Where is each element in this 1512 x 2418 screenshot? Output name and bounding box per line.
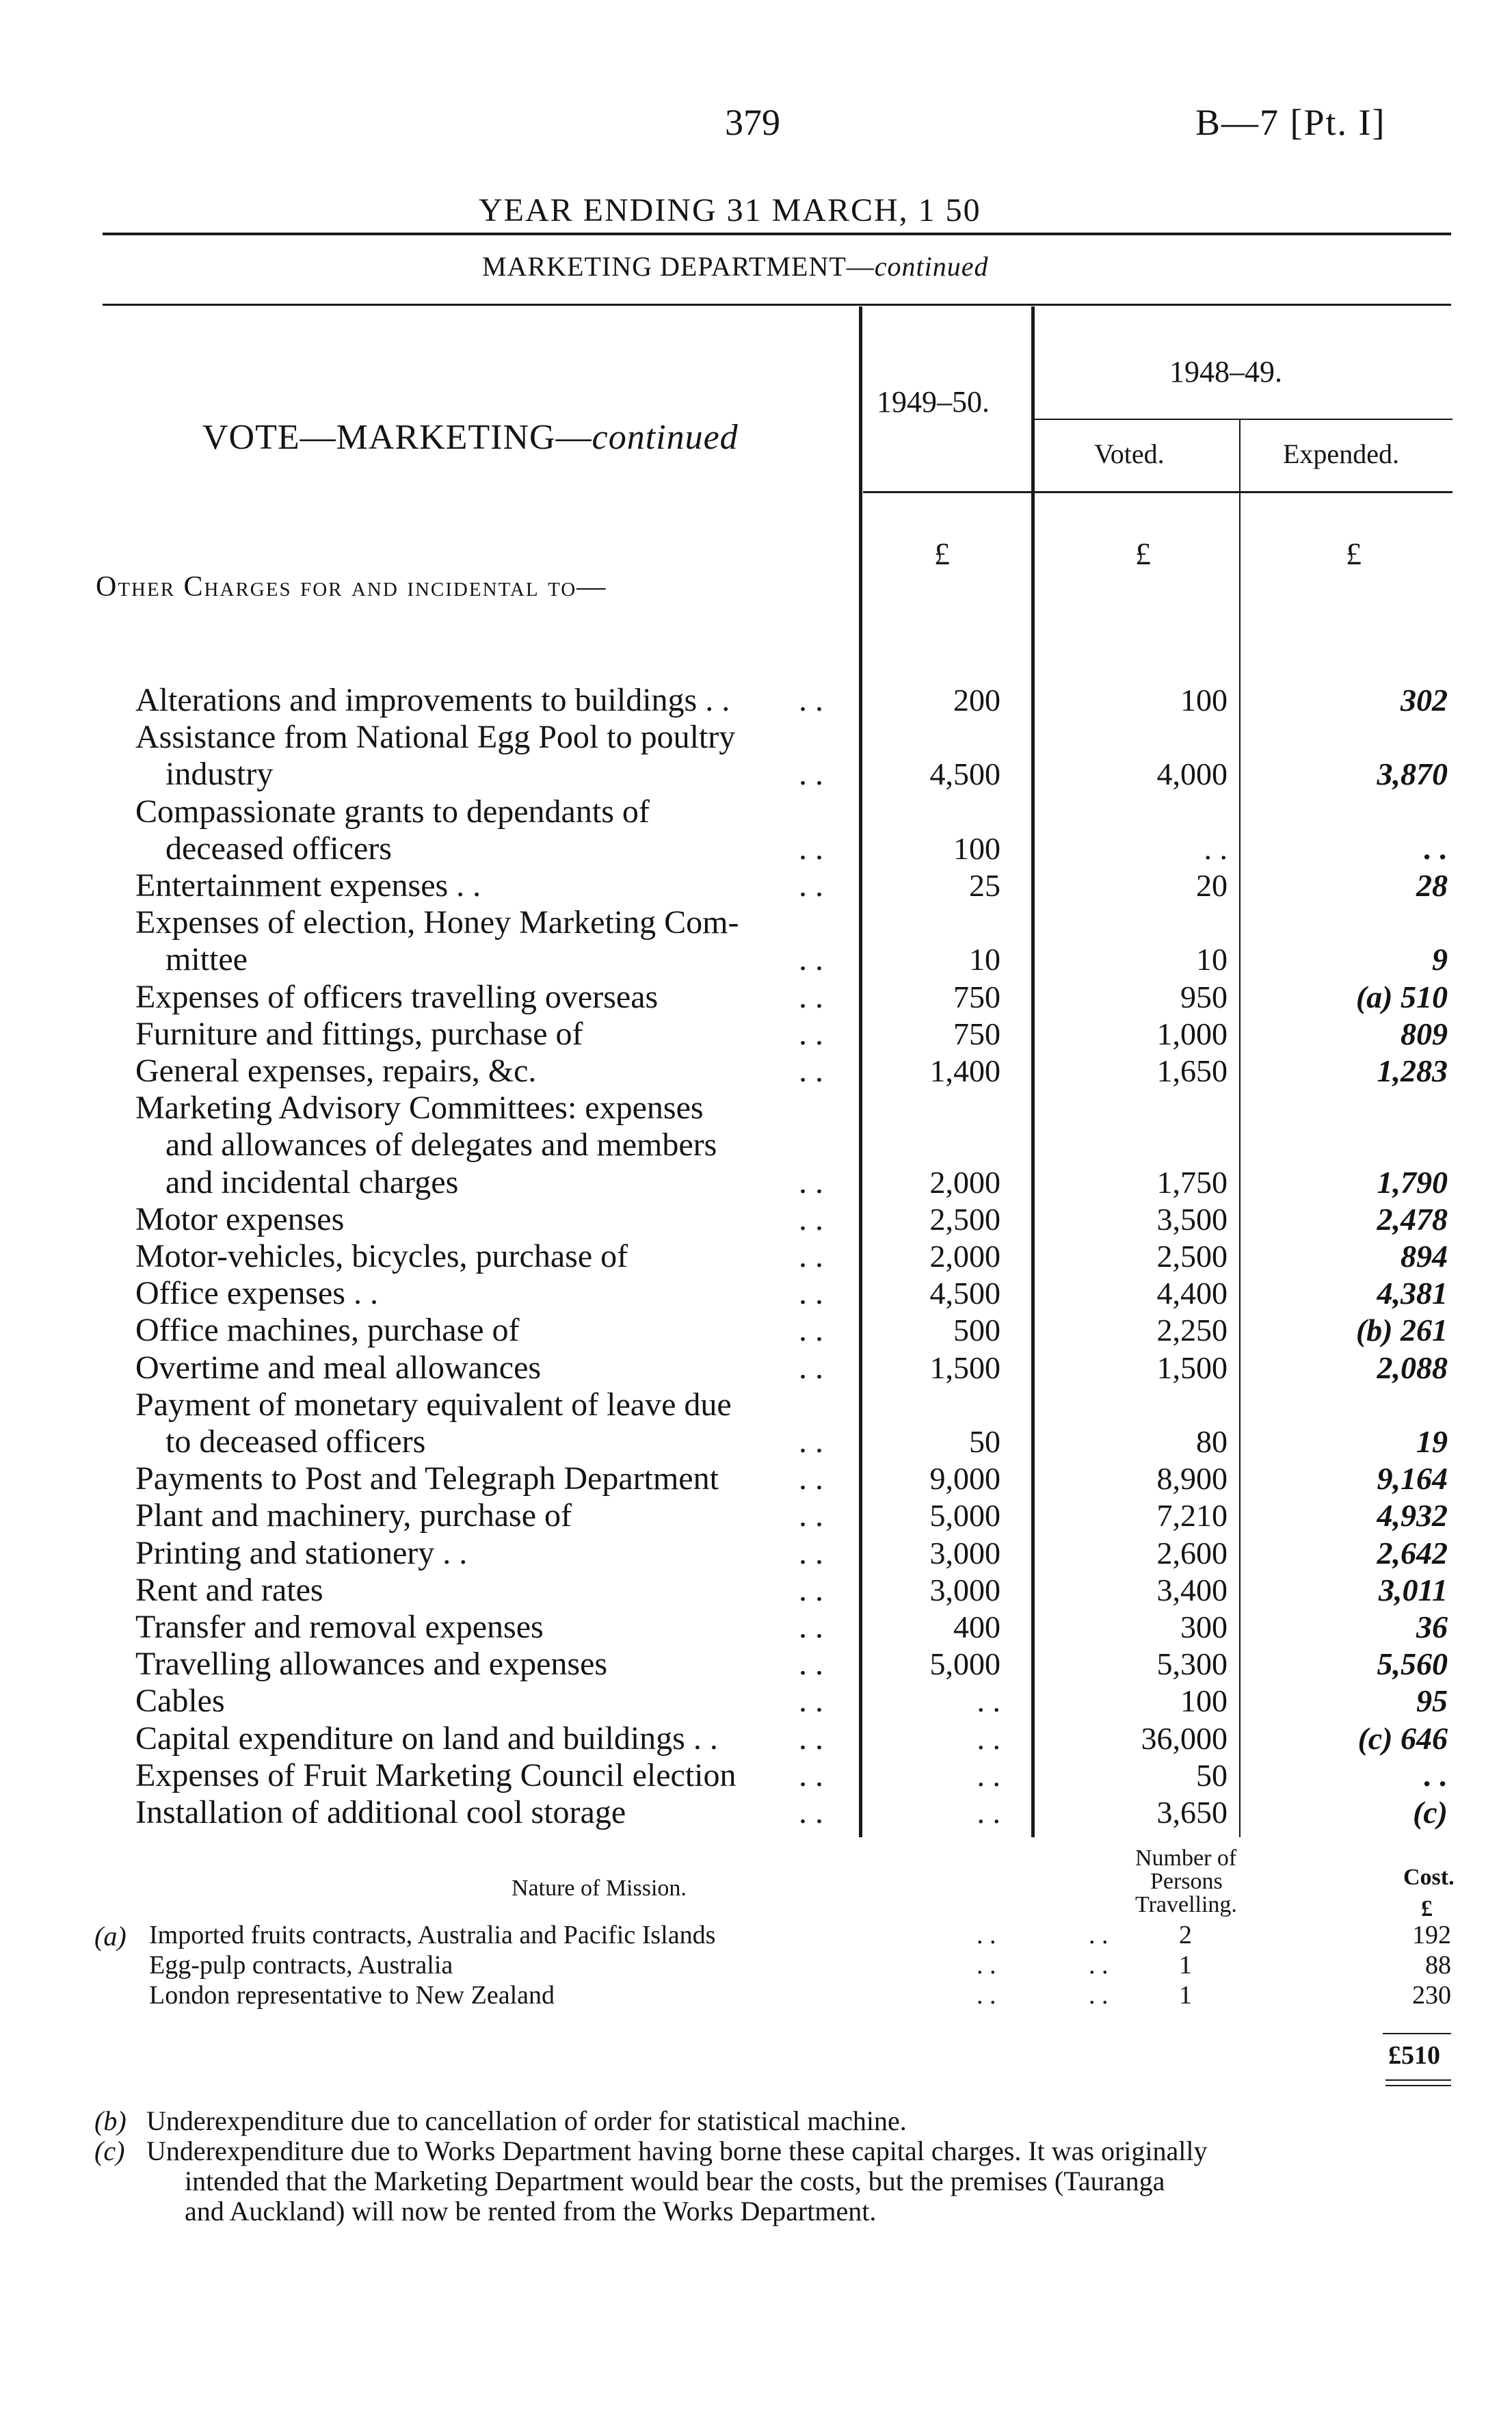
leader-dots: . .: [799, 682, 823, 718]
row-label-line: Expenses of officers travelling overseas: [135, 978, 659, 1015]
row-label-line: and allowances of delegates and members: [165, 1127, 717, 1164]
section-heading: Other Charges for and incidental to—: [96, 571, 607, 603]
value-1948-49-expended: 4,932: [1377, 1498, 1448, 1534]
header-rule-top: [103, 233, 1451, 235]
footnote-line: intended that the Marketing Department would bear the costs, but the premises (Tauranga: [185, 2166, 1165, 2196]
value-1948-49-expended: (c) 646: [1357, 1720, 1448, 1756]
column-header-expended: Expended.: [1283, 438, 1399, 469]
leader-dots: . .: [799, 1015, 823, 1052]
vote-title: [202, 417, 739, 458]
missions-currency: £: [1421, 1896, 1433, 1921]
leader-dots: . .: [799, 1757, 823, 1793]
value-1949-50: 4,500: [929, 1276, 1000, 1311]
value-1949-50: 3,000: [929, 1572, 1000, 1607]
currency-col-2: £: [1135, 536, 1151, 571]
missions-marker: (a): [94, 1921, 127, 1952]
mission-leader-dots: . .: [1089, 1951, 1109, 1980]
row-label-line: Payment of monetary equivalent of leave due: [135, 1386, 732, 1423]
value-1949-50: 400: [953, 1609, 1000, 1644]
value-1948-49-voted: 5,300: [1156, 1646, 1228, 1682]
value-1948-49-expended: 4,381: [1377, 1276, 1448, 1311]
mission-leader-dots: . .: [977, 1951, 996, 1980]
column-header-voted: Voted.: [1094, 438, 1165, 469]
missions-total: £510: [1388, 2041, 1440, 2070]
mission-persons: 2: [1179, 1921, 1192, 1949]
value-1948-49-voted: 1,750: [1156, 1164, 1228, 1200]
value-1948-49-expended: (c): [1412, 1795, 1448, 1830]
value-1949-50: 1,500: [929, 1350, 1000, 1385]
mission-persons: 1: [1179, 1981, 1192, 2010]
value-1949-50: 100: [953, 830, 1000, 866]
row-label-line: Cables: [135, 1683, 225, 1720]
value-1948-49-expended: 19: [1416, 1424, 1448, 1459]
prev-year-group-rule: [1034, 419, 1453, 420]
mission-nature: London representative to New Zealand: [149, 1981, 555, 2010]
leader-dots: . .: [799, 867, 823, 904]
mission-leader-dots: . .: [1089, 1921, 1109, 1949]
row-label-line: Assistance from National Egg Pool to poultry: [135, 719, 736, 756]
missions-total-double-rule-2: [1385, 2085, 1451, 2086]
row-label-line: Expenses of Fruit Marketing Council election: [135, 1757, 737, 1793]
year-heading: YEAR ENDING 31 MARCH, 1 50: [479, 192, 981, 228]
mission-leader-dots: . .: [1089, 1981, 1109, 2010]
value-1949-50: 5,000: [929, 1646, 1000, 1682]
leader-dots: . .: [799, 1720, 823, 1757]
row-label-line: Office expenses . .: [135, 1275, 378, 1312]
row-label-line: Transfer and removal expenses: [135, 1609, 544, 1645]
value-1948-49-expended: 5,560: [1377, 1646, 1448, 1682]
page-reference-text: B—7 [Pt. I]: [1195, 102, 1386, 143]
leader-dots: . .: [799, 978, 823, 1015]
column-separator-1: [859, 306, 862, 1837]
value-1949-50: 1,400: [929, 1053, 1000, 1088]
leader-dots: . .: [799, 1497, 823, 1534]
vote-title-suffix: continued: [592, 418, 739, 457]
value-1948-49-expended: 28: [1416, 868, 1448, 903]
value-1948-49-expended: 2,642: [1377, 1535, 1448, 1571]
mission-cost: 230: [1412, 1981, 1451, 2010]
value-1948-49-voted: . .: [1204, 830, 1228, 866]
footnote-marker: (b): [94, 2105, 127, 2136]
missions-heading-nature: Nature of Mission.: [512, 1876, 687, 1901]
row-label-line: deceased officers: [165, 830, 392, 867]
leader-dots: . .: [799, 1349, 823, 1386]
leader-dots: . .: [799, 1238, 823, 1274]
leader-dots: . .: [799, 1609, 823, 1645]
value-1949-50: 9,000: [929, 1461, 1000, 1497]
header-rule-mid: [103, 304, 1451, 306]
value-1948-49-expended: . .: [1424, 830, 1448, 866]
mission-persons: 1: [1179, 1951, 1192, 1980]
footnote-line: Underexpenditure due to Works Department having borne these capital charges. It was originally: [146, 2136, 1208, 2166]
leader-dots: . .: [799, 1200, 823, 1237]
value-1949-50: 2,000: [929, 1239, 1000, 1274]
leader-dots: . .: [799, 1534, 823, 1571]
department-suffix: continued: [874, 251, 989, 282]
department-heading: [482, 250, 989, 282]
value-1948-49-voted: 1,650: [1156, 1053, 1228, 1088]
mission-leader-dots: . .: [977, 1981, 996, 2010]
value-1949-50: . .: [977, 1795, 1000, 1830]
row-label-line: Plant and machinery, purchase of: [135, 1497, 572, 1534]
value-1949-50: 3,000: [929, 1535, 1000, 1571]
value-1948-49-voted: 100: [1180, 683, 1228, 718]
value-1948-49-expended: . .: [1424, 1757, 1448, 1793]
mission-cost: 88: [1425, 1951, 1451, 1980]
value-1949-50: 2,000: [929, 1164, 1000, 1200]
leader-dots: . .: [799, 1053, 823, 1089]
value-1948-49-expended: 1,790: [1377, 1164, 1448, 1200]
footnote-marker: (c): [94, 2136, 125, 2166]
value-1948-49-voted: 20: [1196, 868, 1228, 903]
value-1948-49-voted: 36,000: [1141, 1720, 1228, 1756]
column-header-1948-49: 1948–49.: [1169, 355, 1282, 389]
row-label-line: Furniture and fittings, purchase of: [135, 1015, 583, 1052]
row-label-line: Entertainment expenses . .: [135, 867, 481, 904]
missions-heading-persons-2: Persons: [1150, 1869, 1223, 1894]
value-1948-49-expended: 894: [1401, 1239, 1448, 1274]
value-1948-49-voted: 50: [1196, 1757, 1228, 1793]
value-1948-49-voted: 10: [1196, 942, 1228, 977]
leader-dots: . .: [799, 1164, 823, 1200]
row-label-line: Installation of additional cool storage: [135, 1794, 626, 1830]
row-label-line: Expenses of election, Honey Marketing Com-: [135, 904, 739, 941]
value-1949-50: 4,500: [929, 757, 1000, 792]
value-1949-50: . .: [977, 1683, 1000, 1719]
value-1948-49-expended: (b) 261: [1355, 1313, 1448, 1348]
value-1948-49-voted: 300: [1180, 1609, 1228, 1644]
row-label-line: Office machines, purchase of: [135, 1312, 520, 1349]
vote-title-text: VOTE—MARKETING—: [202, 418, 592, 457]
value-1949-50: 5,000: [929, 1498, 1000, 1534]
leader-dots: . .: [799, 830, 823, 867]
row-label-line: industry: [165, 756, 274, 793]
value-1948-49-voted: 100: [1180, 1683, 1228, 1719]
leader-dots: . .: [799, 1312, 823, 1349]
value-1949-50: 50: [969, 1424, 1000, 1459]
value-1948-49-expended: 3,011: [1379, 1572, 1448, 1607]
value-1948-49-voted: 2,500: [1156, 1239, 1228, 1274]
value-1949-50: 10: [969, 942, 1000, 977]
mission-leader-dots: . .: [977, 1921, 996, 1949]
footnote-line: Underexpenditure due to cancellation of order for statistical machine.: [146, 2105, 907, 2136]
value-1948-49-expended: 302: [1401, 683, 1448, 718]
page-reference: [1195, 101, 1386, 144]
value-1948-49-voted: 2,250: [1156, 1313, 1228, 1348]
value-1949-50: 750: [953, 1016, 1000, 1051]
row-label-line: and incidental charges: [165, 1164, 459, 1200]
value-1948-49-expended: 2,088: [1377, 1350, 1448, 1385]
value-1949-50: . .: [977, 1757, 1000, 1793]
header-rule-bottom: [863, 491, 1453, 493]
row-label-line: mittee: [165, 941, 248, 978]
row-label-line: Rent and rates: [135, 1571, 323, 1608]
leader-dots: . .: [799, 1646, 823, 1683]
value-1948-49-voted: 3,400: [1156, 1572, 1228, 1607]
footnote-line: and Auckland) will now be rented from the Works Department.: [185, 2196, 877, 2226]
value-1949-50: 25: [969, 868, 1000, 903]
value-1948-49-voted: 4,400: [1156, 1276, 1228, 1311]
value-1948-49-voted: 3,650: [1156, 1795, 1228, 1830]
value-1948-49-expended: 95: [1416, 1683, 1448, 1719]
value-1948-49-expended: 9,164: [1377, 1461, 1448, 1497]
value-1949-50: 500: [953, 1313, 1000, 1348]
department-name: MARKETING DEPARTMENT—: [482, 251, 875, 282]
missions-total-rule: [1383, 2033, 1451, 2034]
row-label-line: Motor-vehicles, bicycles, purchase of: [135, 1238, 628, 1274]
leader-dots: . .: [799, 756, 823, 793]
row-label-line: Overtime and meal allowances: [135, 1349, 542, 1386]
value-1948-49-voted: 80: [1196, 1424, 1228, 1459]
leader-dots: . .: [799, 1683, 823, 1720]
mission-cost: 192: [1412, 1921, 1451, 1949]
row-label-line: Compassionate grants to dependants of: [135, 793, 650, 830]
row-label-line: Alterations and improvements to buildings . .: [135, 682, 730, 718]
value-1948-49-voted: 3,500: [1156, 1201, 1228, 1237]
value-1949-50: 750: [953, 979, 1000, 1014]
row-label-line: Payments to Post and Telegraph Department: [135, 1460, 719, 1497]
value-1948-49-expended: 3,870: [1377, 757, 1448, 792]
leader-dots: . .: [799, 1275, 823, 1312]
row-label-line: Printing and stationery . .: [135, 1534, 468, 1571]
row-label-line: General expenses, repairs, &c.: [135, 1053, 537, 1089]
leader-dots: . .: [799, 1571, 823, 1608]
value-1948-49-expended: 809: [1401, 1016, 1448, 1051]
leader-dots: . .: [799, 1794, 823, 1830]
row-label-line: Capital expenditure on land and buildings . .: [135, 1720, 718, 1757]
currency-col-1: £: [934, 536, 950, 571]
currency-col-3: £: [1346, 536, 1362, 571]
mission-nature: Imported fruits contracts, Australia and Pacific Islands: [149, 1921, 716, 1949]
leader-dots: . .: [799, 1423, 823, 1460]
value-1948-49-voted: 8,900: [1156, 1461, 1228, 1497]
leader-dots: . .: [799, 941, 823, 978]
value-1948-49-voted: 1,500: [1156, 1350, 1228, 1385]
row-label-line: Travelling allowances and expenses: [135, 1646, 608, 1683]
value-1948-49-expended: 9: [1432, 942, 1448, 977]
value-1949-50: . .: [977, 1720, 1000, 1756]
row-label-line: Marketing Advisory Committees: expenses: [135, 1090, 704, 1127]
value-1948-49-voted: 2,600: [1156, 1535, 1228, 1571]
value-1948-49-voted: 950: [1180, 979, 1228, 1014]
value-1948-49-expended: 36: [1416, 1609, 1448, 1644]
missions-heading-persons-3: Travelling.: [1135, 1892, 1237, 1917]
missions-heading-persons-1: Number of: [1135, 1845, 1237, 1871]
value-1948-49-voted: 1,000: [1156, 1016, 1228, 1051]
value-1948-49-expended: 1,283: [1377, 1053, 1448, 1088]
value-1949-50: 200: [953, 683, 1000, 718]
value-1948-49-voted: 4,000: [1156, 757, 1228, 792]
page-number: 379: [725, 102, 780, 143]
column-header-current: 1949–50.: [877, 385, 990, 419]
column-separator-2: [1031, 306, 1035, 1837]
mission-nature: Egg-pulp contracts, Australia: [149, 1951, 453, 1980]
missions-total-double-rule-1: [1385, 2079, 1451, 2081]
row-label-line: to deceased officers: [165, 1423, 426, 1460]
missions-heading-cost: Cost.: [1403, 1865, 1455, 1890]
value-1948-49-expended: (a) 510: [1355, 979, 1448, 1014]
leader-dots: . .: [799, 1460, 823, 1497]
column-separator-3: [1239, 419, 1241, 1837]
value-1948-49-expended: 2,478: [1377, 1201, 1448, 1237]
value-1949-50: 2,500: [929, 1201, 1000, 1237]
value-1948-49-voted: 7,210: [1156, 1498, 1228, 1534]
row-label-line: Motor expenses: [135, 1200, 345, 1237]
